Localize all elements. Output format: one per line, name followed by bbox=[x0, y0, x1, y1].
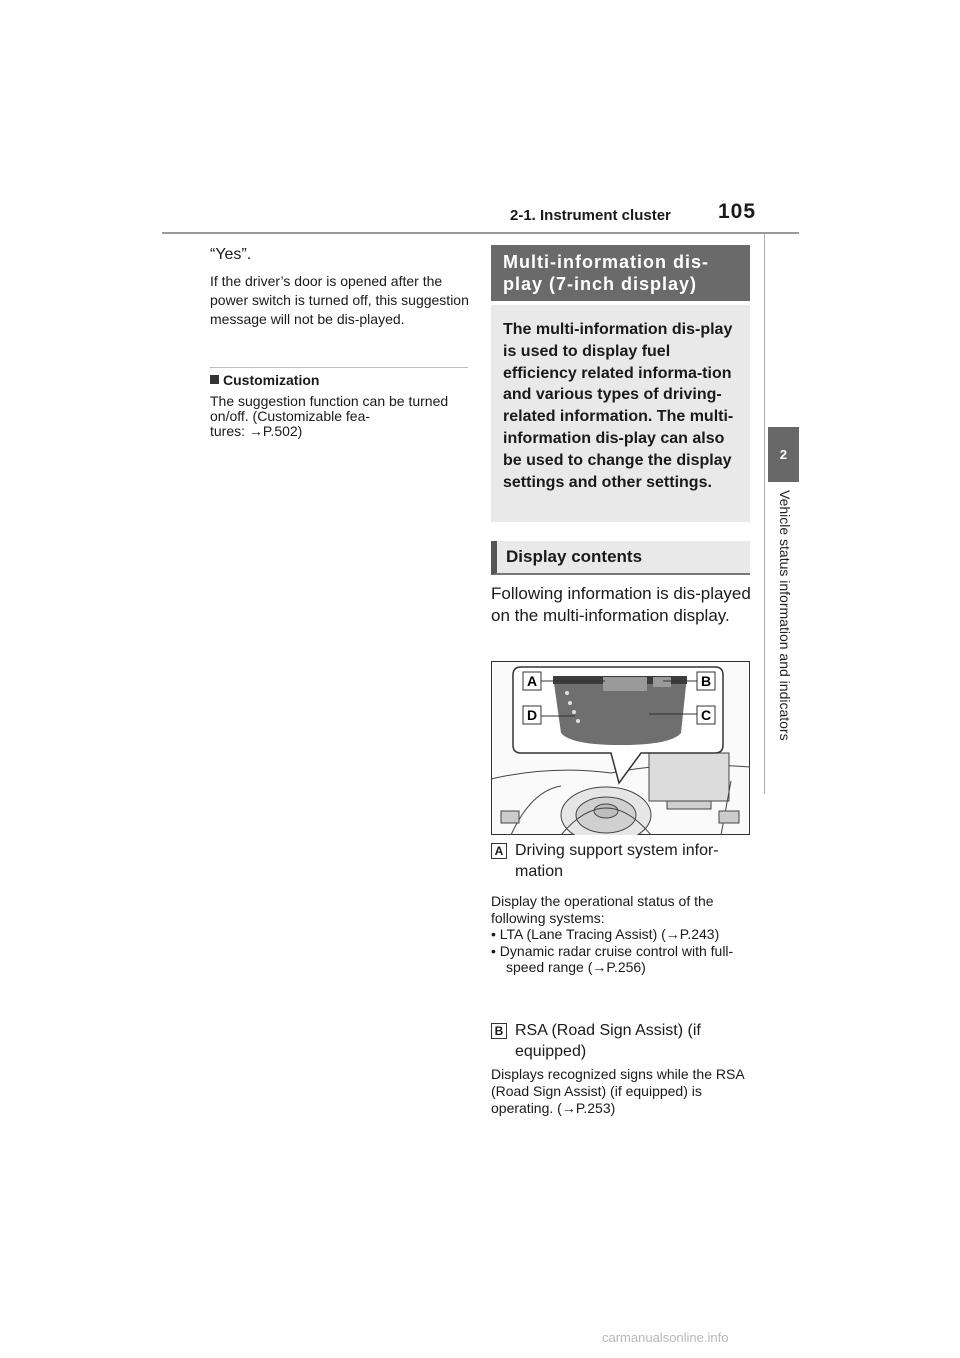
customization-line-1: The suggestion function can be turned on/off. (Customizable fea- bbox=[210, 393, 449, 424]
page-number: 105 bbox=[718, 200, 757, 223]
section-title: 2-1. Instrument cluster bbox=[510, 207, 671, 224]
chapter-title-vertical bbox=[770, 490, 800, 790]
item-a-bullet-2: • Dynamic radar cruise control with full-speed range (→P.256) bbox=[491, 942, 734, 975]
svg-text:C: C bbox=[700, 707, 712, 723]
item-a bbox=[491, 840, 753, 880]
square-bullet-icon bbox=[210, 375, 219, 384]
svg-text:A: A bbox=[526, 673, 538, 689]
chapter-number-tab: 2 bbox=[768, 427, 799, 482]
item-a-title: Driving support system infor-mation bbox=[515, 842, 719, 880]
following-paragraph: Following information is dis-played on the multi-information display. bbox=[491, 584, 751, 625]
door-note: If the driver’s door is opened after the power switch is turned off, this suggestion message will not be dis-played. bbox=[210, 273, 469, 327]
svg-text:D: D bbox=[526, 707, 538, 723]
label-b bbox=[697, 672, 715, 690]
customization-heading-text: Customization bbox=[223, 372, 320, 388]
item-b-description: Displays recognized signs while the RSA (Road Sign Assist) (if equipped) is operating. (→P.253) bbox=[491, 1066, 744, 1116]
label-a bbox=[523, 672, 541, 690]
chapter-title-text: Vehicle status information and indicators bbox=[777, 490, 793, 741]
intro-box: The multi-information dis-play is used to display fuel efficiency related informa-tion and various types of driving-related information. The multi-information dis-play can also be used to change the display settings and other settings. bbox=[491, 305, 750, 522]
multi-info-title-line-1: Multi-information dis- bbox=[503, 252, 709, 272]
header-rule bbox=[162, 232, 799, 234]
instrument-cluster-illustration bbox=[491, 661, 750, 835]
label-d bbox=[523, 706, 541, 724]
multi-info-title-line-2: play (7-inch display) bbox=[503, 274, 698, 294]
display-contents-heading: Display contents bbox=[491, 541, 750, 575]
side-tab-rule bbox=[764, 234, 765, 794]
letter-a-badge: A bbox=[491, 843, 507, 859]
item-a-description bbox=[491, 893, 753, 976]
multi-info-title-box bbox=[491, 245, 750, 301]
watermark: carmanualsonline.info bbox=[602, 1330, 729, 1345]
label-c bbox=[697, 706, 715, 724]
customization-body bbox=[210, 394, 472, 439]
item-a-bullet-1: • LTA (Lane Tracing Assist) (→P.243) bbox=[491, 926, 720, 942]
item-b bbox=[491, 1020, 753, 1060]
yes-text: “Yes”. bbox=[210, 246, 252, 263]
item-b-title: RSA (Road Sign Assist) (if equipped) bbox=[515, 1022, 701, 1060]
item-a-desc-text: Display the operational status of the following systems: bbox=[491, 893, 714, 926]
svg-text:B: B bbox=[700, 673, 712, 689]
customization-line-2: tures: →P.502) bbox=[210, 423, 303, 439]
customization-heading bbox=[210, 372, 319, 388]
letter-b-badge: B bbox=[491, 1023, 507, 1039]
left-divider bbox=[210, 367, 468, 368]
